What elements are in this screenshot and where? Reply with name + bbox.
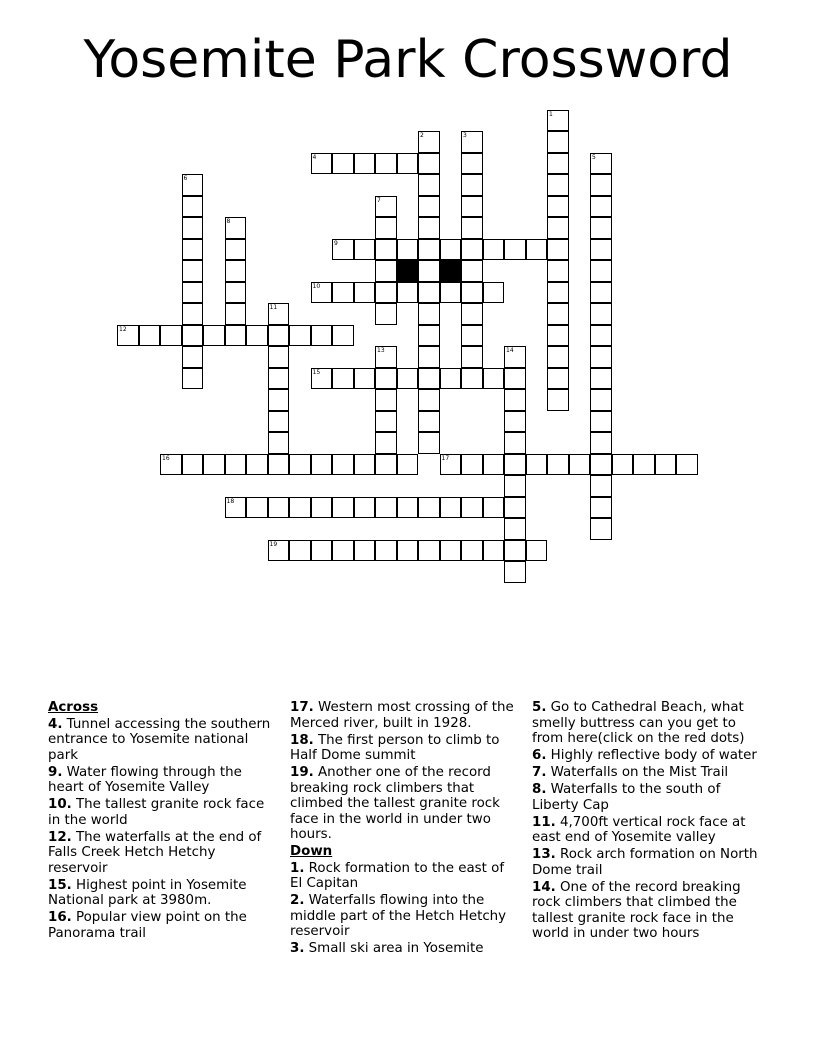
grid-cell[interactable] bbox=[268, 411, 290, 433]
grid-cell[interactable] bbox=[547, 346, 569, 368]
grid-cell[interactable] bbox=[547, 110, 569, 132]
grid-cell[interactable] bbox=[526, 540, 548, 562]
grid-cell[interactable] bbox=[182, 368, 204, 390]
grid-cell[interactable] bbox=[504, 239, 526, 261]
grid-cell[interactable] bbox=[590, 368, 612, 390]
grid-cell[interactable] bbox=[289, 454, 311, 476]
cell-number: 18 bbox=[226, 497, 235, 505]
grid-cell[interactable] bbox=[289, 325, 311, 347]
clue-number: 5. bbox=[532, 700, 547, 715]
clue-text: Highest point in Yosemite National park at 3980m. bbox=[48, 877, 247, 908]
grid-cell[interactable] bbox=[483, 454, 505, 476]
clue-number: 4. bbox=[48, 716, 63, 732]
grid-cell[interactable] bbox=[182, 217, 204, 239]
clue-text: Go to Cathedral Beach, what smelly buttress can you get to from here(click on the red dots) bbox=[532, 700, 745, 746]
grid-cell[interactable] bbox=[440, 239, 462, 261]
black-cell bbox=[440, 260, 462, 282]
grid-cell[interactable] bbox=[375, 389, 397, 411]
cell-number: 17 bbox=[441, 454, 450, 462]
clue-number: 14. bbox=[532, 879, 556, 895]
cell-number: 13 bbox=[377, 347, 385, 354]
cell-number: 5 bbox=[592, 153, 596, 161]
grid-cell[interactable] bbox=[418, 540, 440, 562]
grid-cell[interactable] bbox=[375, 497, 397, 519]
grid-cell[interactable] bbox=[547, 303, 569, 325]
grid-cell[interactable] bbox=[246, 325, 268, 347]
grid-cell[interactable] bbox=[332, 282, 354, 304]
grid-cell[interactable] bbox=[182, 239, 204, 261]
clue-number: 3. bbox=[290, 941, 305, 956]
grid-cell[interactable] bbox=[225, 497, 247, 519]
grid-cell[interactable] bbox=[375, 217, 397, 239]
grid-cell[interactable] bbox=[203, 325, 225, 347]
grid-cell[interactable] bbox=[526, 454, 548, 476]
grid-cell[interactable] bbox=[461, 196, 483, 218]
grid-cell[interactable] bbox=[397, 540, 419, 562]
grid-cell[interactable] bbox=[332, 239, 354, 261]
clue-text: Water flowing through the heart of Yosemite Valley bbox=[48, 764, 242, 795]
grid-cell[interactable] bbox=[354, 368, 376, 390]
grid-cell[interactable] bbox=[547, 282, 569, 304]
grid-cell[interactable] bbox=[418, 153, 440, 175]
grid-cell[interactable] bbox=[461, 497, 483, 519]
clue-text: Popular view point on the Panorama trail bbox=[48, 910, 247, 941]
clue-column-2 bbox=[290, 700, 516, 958]
grid-cell[interactable] bbox=[354, 239, 376, 261]
grid-cell[interactable] bbox=[418, 497, 440, 519]
clue-number: 12. bbox=[48, 829, 72, 845]
down-clue-11 bbox=[532, 815, 758, 846]
cell-number: 11 bbox=[269, 304, 278, 311]
grid-cell[interactable] bbox=[418, 196, 440, 218]
cell-number: 14 bbox=[506, 347, 514, 354]
grid-cell[interactable] bbox=[461, 239, 483, 261]
grid-cell[interactable] bbox=[397, 153, 419, 175]
grid-cell[interactable] bbox=[461, 346, 483, 368]
grid-cell[interactable] bbox=[332, 368, 354, 390]
grid-cell[interactable] bbox=[461, 303, 483, 325]
clue-text: Small ski area in Yosemite bbox=[308, 941, 484, 956]
clue-number: 2. bbox=[290, 893, 305, 908]
grid-cell[interactable] bbox=[590, 411, 612, 433]
grid-cell[interactable] bbox=[504, 389, 526, 411]
grid-cell[interactable] bbox=[182, 196, 204, 218]
grid-cell[interactable] bbox=[375, 346, 397, 368]
clue-text: One of the record breaking rock climbers that climbed the tallest granite rock face in the world in under two hours bbox=[532, 879, 741, 941]
grid-cell[interactable] bbox=[182, 325, 204, 347]
clue-text: The first person to climb to Half Dome summit bbox=[290, 732, 500, 763]
grid-cell[interactable] bbox=[590, 174, 612, 196]
grid-cell[interactable] bbox=[160, 454, 182, 476]
across-clue-16 bbox=[48, 910, 274, 941]
grid-cell[interactable] bbox=[418, 368, 440, 390]
grid-cell[interactable] bbox=[590, 217, 612, 239]
grid-cell[interactable] bbox=[311, 153, 333, 175]
down-clue-14 bbox=[532, 880, 758, 942]
grid-cell[interactable] bbox=[569, 454, 591, 476]
grid-cell[interactable] bbox=[612, 454, 634, 476]
grid-cell[interactable] bbox=[461, 540, 483, 562]
clue-number: 7. bbox=[532, 765, 547, 780]
cell-number: 2 bbox=[420, 132, 424, 139]
grid-cell[interactable] bbox=[268, 325, 290, 347]
clue-list bbox=[48, 700, 778, 960]
grid-cell[interactable] bbox=[225, 454, 247, 476]
grid-cell[interactable] bbox=[311, 282, 333, 304]
grid-cell[interactable] bbox=[504, 475, 526, 497]
grid-cell[interactable] bbox=[547, 389, 569, 411]
grid-cell[interactable] bbox=[332, 153, 354, 175]
grid-cell[interactable] bbox=[268, 303, 290, 325]
grid-cell[interactable] bbox=[225, 325, 247, 347]
grid-cell[interactable] bbox=[504, 368, 526, 390]
grid-cell[interactable] bbox=[375, 303, 397, 325]
down-clue-6 bbox=[532, 748, 758, 764]
grid-cell[interactable] bbox=[440, 497, 462, 519]
grid-cell[interactable] bbox=[461, 217, 483, 239]
grid-cell[interactable] bbox=[547, 196, 569, 218]
cell-number: 15 bbox=[312, 368, 321, 376]
grid-cell[interactable] bbox=[418, 303, 440, 325]
clue-number: 1. bbox=[290, 860, 305, 876]
cell-number: 4 bbox=[312, 153, 317, 161]
grid-cell[interactable] bbox=[182, 282, 204, 304]
grid-cell[interactable] bbox=[375, 454, 397, 476]
grid-cell[interactable] bbox=[182, 174, 204, 196]
grid-cell[interactable] bbox=[504, 561, 526, 583]
down-clue-5 bbox=[532, 700, 758, 747]
grid-cell[interactable] bbox=[504, 497, 526, 519]
grid-cell[interactable] bbox=[375, 368, 397, 390]
grid-cell[interactable] bbox=[461, 368, 483, 390]
grid-cell[interactable] bbox=[246, 497, 268, 519]
grid-cell[interactable] bbox=[547, 131, 569, 153]
grid-cell[interactable] bbox=[160, 325, 182, 347]
clue-number: 9. bbox=[48, 764, 63, 780]
grid-cell[interactable] bbox=[461, 131, 483, 153]
clue-text: Western most crossing of the Merced river, built in 1928. bbox=[290, 700, 514, 731]
across-clue-18 bbox=[290, 733, 516, 764]
grid-cell[interactable] bbox=[655, 454, 677, 476]
grid-cell[interactable] bbox=[418, 174, 440, 196]
grid-cell[interactable] bbox=[418, 239, 440, 261]
grid-cell[interactable] bbox=[418, 217, 440, 239]
grid-cell[interactable] bbox=[332, 325, 354, 347]
grid-cell[interactable] bbox=[461, 325, 483, 347]
cell-number: 16 bbox=[162, 454, 170, 462]
grid-cell[interactable] bbox=[117, 325, 139, 347]
grid-cell[interactable] bbox=[354, 540, 376, 562]
clue-number: 8. bbox=[532, 782, 547, 797]
grid-cell[interactable] bbox=[547, 260, 569, 282]
grid-cell[interactable] bbox=[225, 217, 247, 239]
cell-number: 6 bbox=[183, 175, 188, 182]
grid-cell[interactable] bbox=[504, 346, 526, 368]
cell-number: 7 bbox=[377, 196, 381, 204]
grid-cell[interactable] bbox=[547, 454, 569, 476]
clue-number: 19. bbox=[290, 765, 314, 780]
page-title: Yosemite Park Crossword bbox=[83, 30, 733, 90]
grid-cell[interactable] bbox=[590, 153, 612, 175]
across-heading: Across bbox=[48, 700, 99, 715]
black-cell bbox=[397, 260, 419, 282]
grid-cell[interactable] bbox=[375, 540, 397, 562]
cell-number: 3 bbox=[463, 132, 467, 139]
clue-text: Rock formation to the east of El Capitan bbox=[290, 860, 505, 891]
grid-cell[interactable] bbox=[397, 239, 419, 261]
clue-column-1 bbox=[48, 700, 274, 943]
grid-cell[interactable] bbox=[547, 217, 569, 239]
clue-text: 4,700ft vertical rock face at east end of Yosemite valley bbox=[532, 814, 746, 845]
clue-text: Rock arch formation on North Dome trail bbox=[532, 847, 758, 878]
grid-cell[interactable] bbox=[354, 497, 376, 519]
clue-number: 6. bbox=[532, 748, 547, 763]
grid-cell[interactable] bbox=[375, 153, 397, 175]
grid-cell[interactable] bbox=[633, 454, 655, 476]
grid-cell[interactable] bbox=[461, 174, 483, 196]
grid-cell[interactable] bbox=[461, 153, 483, 175]
grid-cell[interactable] bbox=[440, 454, 462, 476]
clue-number: 16. bbox=[48, 910, 72, 925]
down-clue-1 bbox=[290, 861, 516, 892]
grid-cell[interactable] bbox=[440, 282, 462, 304]
grid-cell[interactable] bbox=[590, 196, 612, 218]
across-clue-15 bbox=[48, 878, 274, 909]
clue-text: Waterfalls to the south of Liberty Cap bbox=[532, 782, 721, 813]
grid-cell[interactable] bbox=[590, 260, 612, 282]
grid-cell[interactable] bbox=[590, 303, 612, 325]
grid-cell[interactable] bbox=[418, 325, 440, 347]
grid-cell[interactable] bbox=[225, 303, 247, 325]
grid-cell[interactable] bbox=[504, 432, 526, 454]
grid-cell[interactable] bbox=[354, 153, 376, 175]
grid-cell[interactable] bbox=[418, 389, 440, 411]
down-clue-3 bbox=[290, 941, 516, 957]
grid-cell[interactable] bbox=[590, 239, 612, 261]
grid-cell[interactable] bbox=[311, 325, 333, 347]
grid-cell[interactable] bbox=[547, 174, 569, 196]
cell-number: 1 bbox=[549, 110, 553, 118]
clue-number: 13. bbox=[532, 847, 556, 862]
grid-cell[interactable] bbox=[590, 282, 612, 304]
across-clue-4 bbox=[48, 717, 274, 764]
grid-cell[interactable] bbox=[547, 368, 569, 390]
grid-cell[interactable] bbox=[268, 540, 290, 562]
grid-cell[interactable] bbox=[418, 282, 440, 304]
grid-cell[interactable] bbox=[590, 389, 612, 411]
grid-cell[interactable] bbox=[354, 454, 376, 476]
grid-cell[interactable] bbox=[375, 196, 397, 218]
grid-cell[interactable] bbox=[311, 368, 333, 390]
grid-cell[interactable] bbox=[504, 518, 526, 540]
down-clue-8 bbox=[532, 782, 758, 813]
grid-cell[interactable] bbox=[203, 454, 225, 476]
grid-cell[interactable] bbox=[547, 239, 569, 261]
clue-number: 15. bbox=[48, 877, 72, 893]
grid-cell[interactable] bbox=[182, 454, 204, 476]
cell-number: 10 bbox=[312, 282, 321, 290]
clue-number: 18. bbox=[290, 732, 314, 748]
across-clue-19 bbox=[290, 765, 516, 843]
grid-cell[interactable] bbox=[418, 432, 440, 454]
grid-cell[interactable] bbox=[182, 303, 204, 325]
grid-cell[interactable] bbox=[268, 454, 290, 476]
grid-cell[interactable] bbox=[547, 153, 569, 175]
grid-cell[interactable] bbox=[483, 368, 505, 390]
clue-text: Another one of the record breaking rock climbers that climbed the tallest granite rock face in the world in under two hours. bbox=[290, 765, 500, 842]
grid-cell[interactable] bbox=[418, 411, 440, 433]
grid-cell[interactable] bbox=[268, 497, 290, 519]
grid-cell[interactable] bbox=[311, 497, 333, 519]
grid-cell[interactable] bbox=[483, 239, 505, 261]
grid-cell[interactable] bbox=[526, 239, 548, 261]
grid-cell[interactable] bbox=[590, 518, 612, 540]
grid-cell[interactable] bbox=[311, 540, 333, 562]
grid-cell[interactable] bbox=[246, 454, 268, 476]
grid-cell[interactable] bbox=[676, 454, 698, 476]
grid-cell[interactable] bbox=[375, 411, 397, 433]
clue-text: The waterfalls at the end of Falls Creek Hetch Hetchy reservoir bbox=[48, 829, 262, 876]
across-clue-9 bbox=[48, 765, 274, 796]
grid-cell[interactable] bbox=[268, 432, 290, 454]
grid-cell[interactable] bbox=[332, 497, 354, 519]
down-clue-7 bbox=[532, 765, 758, 781]
grid-cell[interactable] bbox=[461, 260, 483, 282]
grid-cell[interactable] bbox=[590, 475, 612, 497]
grid-cell[interactable] bbox=[397, 454, 419, 476]
grid-cell[interactable] bbox=[332, 454, 354, 476]
grid-cell[interactable] bbox=[268, 346, 290, 368]
grid-cell[interactable] bbox=[311, 454, 333, 476]
grid-cell[interactable] bbox=[418, 131, 440, 153]
grid-cell[interactable] bbox=[268, 389, 290, 411]
grid-cell[interactable] bbox=[397, 497, 419, 519]
grid-cell[interactable] bbox=[375, 282, 397, 304]
across-clue-10 bbox=[48, 797, 274, 828]
clue-column-3 bbox=[532, 700, 758, 943]
grid-cell[interactable] bbox=[440, 368, 462, 390]
grid-cell[interactable] bbox=[483, 282, 505, 304]
down-clue-13 bbox=[532, 847, 758, 878]
grid-cell[interactable] bbox=[483, 497, 505, 519]
grid-cell[interactable] bbox=[332, 540, 354, 562]
grid-cell[interactable] bbox=[182, 260, 204, 282]
grid-cell[interactable] bbox=[504, 540, 526, 562]
clue-text: Waterfalls flowing into the middle part of the Hetch Hetchy reservoir bbox=[290, 893, 507, 939]
grid-cell[interactable] bbox=[139, 325, 161, 347]
grid-cell[interactable] bbox=[590, 325, 612, 347]
grid-cell[interactable] bbox=[375, 432, 397, 454]
grid-cell[interactable] bbox=[354, 282, 376, 304]
clue-number: 17. bbox=[290, 700, 314, 715]
grid-cell[interactable] bbox=[483, 540, 505, 562]
grid-cell[interactable] bbox=[440, 540, 462, 562]
grid-cell[interactable] bbox=[418, 260, 440, 282]
cell-number: 19 bbox=[269, 540, 278, 548]
clue-number: 10. bbox=[48, 797, 72, 812]
grid-cell[interactable] bbox=[225, 282, 247, 304]
grid-cell[interactable] bbox=[182, 346, 204, 368]
clue-number: 11. bbox=[532, 814, 556, 830]
grid-cell[interactable] bbox=[268, 368, 290, 390]
grid-cell[interactable] bbox=[375, 239, 397, 261]
grid-cell[interactable] bbox=[504, 411, 526, 433]
grid-cell[interactable] bbox=[504, 454, 526, 476]
grid-cell[interactable] bbox=[590, 454, 612, 476]
grid-cell[interactable] bbox=[547, 325, 569, 347]
cell-number: 9 bbox=[334, 239, 338, 247]
grid-cell[interactable] bbox=[590, 497, 612, 519]
cell-number: 8 bbox=[226, 218, 231, 225]
clue-text: Waterfalls on the Mist Trail bbox=[550, 765, 729, 780]
grid-cell[interactable] bbox=[375, 260, 397, 282]
clue-text: The tallest granite rock face in the world bbox=[48, 797, 265, 828]
grid-cell[interactable] bbox=[590, 346, 612, 368]
down-heading: Down bbox=[290, 844, 333, 859]
grid-cell[interactable] bbox=[461, 282, 483, 304]
grid-cell[interactable] bbox=[461, 454, 483, 476]
clue-text: Tunnel accessing the southern entrance to Yosemite national park bbox=[48, 716, 271, 763]
grid-cell[interactable] bbox=[225, 239, 247, 261]
clue-text: Highly reflective body of water bbox=[550, 748, 757, 763]
across-clue-12 bbox=[48, 830, 274, 877]
across-clue-17 bbox=[290, 700, 516, 731]
grid-cell[interactable] bbox=[590, 432, 612, 454]
grid-cell[interactable] bbox=[289, 497, 311, 519]
grid-cell[interactable] bbox=[225, 260, 247, 282]
grid-cell[interactable] bbox=[289, 540, 311, 562]
down-clue-2 bbox=[290, 893, 516, 940]
cell-number: 12 bbox=[119, 325, 127, 333]
grid-cell[interactable] bbox=[418, 346, 440, 368]
grid-cell[interactable] bbox=[397, 282, 419, 304]
grid-cell[interactable] bbox=[397, 368, 419, 390]
